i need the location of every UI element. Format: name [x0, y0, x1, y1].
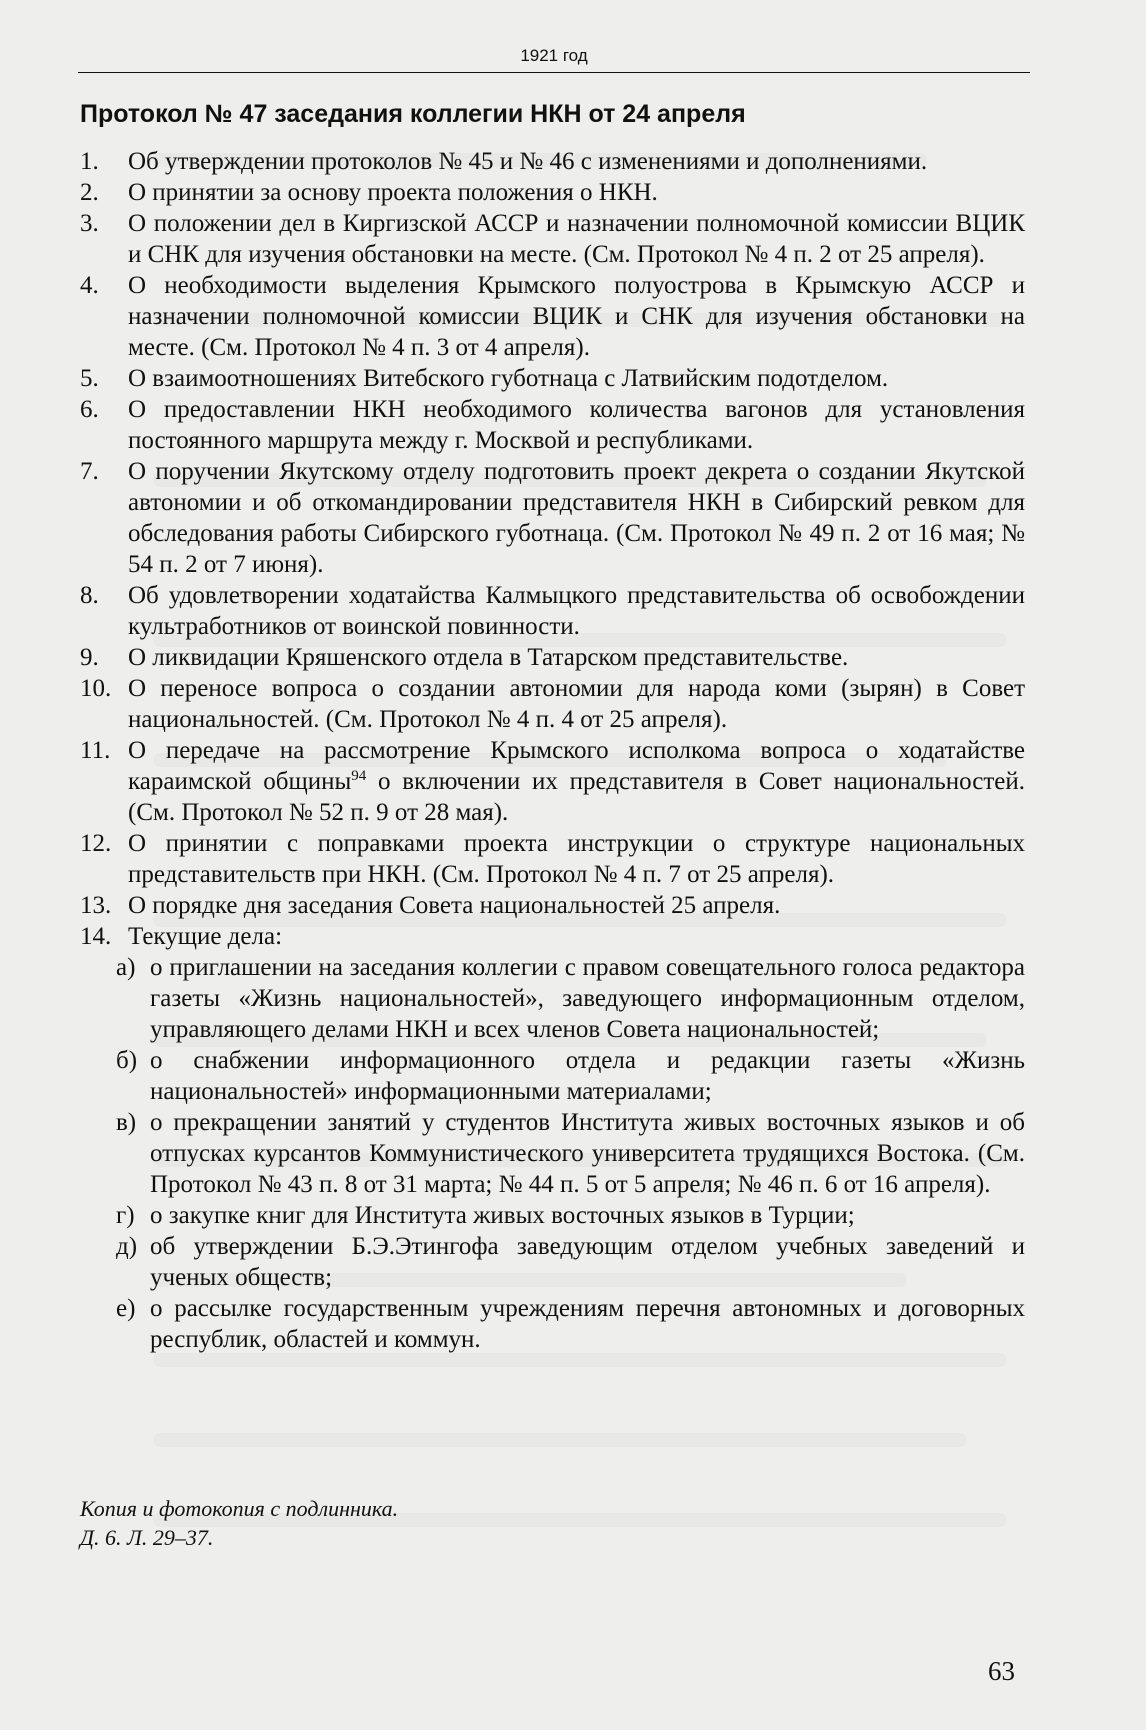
sub-item: [116, 1293, 1025, 1355]
sub-item-text: о прекращении занятий у студентов Института живых восточных языков и об отпусках курсантов Коммунистического университета трудящихся Востока. (См. Протокол № 43 п. 8 от 31 марта; № 44 п. 5 от 5 апреля; № 46 п. 6 от 16 апреля).: [150, 1109, 1025, 1198]
list-item: [80, 177, 1025, 208]
item-text: О принятии с поправками проекта инструкции о структуре национальных представительств при НКН. (См. Протокол № 4 п. 7 от 25 апреля).: [128, 830, 1025, 888]
sub-item: [116, 952, 1025, 1045]
source-note: [80, 1494, 398, 1552]
item-number: 14.: [80, 923, 112, 950]
item-number: 6.: [80, 396, 99, 423]
list-item: [80, 456, 1025, 580]
item-text: О необходимости выделения Крымского полуострова в Крымскую АССР и назначении полномочной комиссии ВЦИК и СНК для изучения обстановки на месте. (См. Протокол № 4 п. 3 от 4 апреля).: [128, 272, 1025, 361]
running-head: 1921 год: [520, 46, 588, 65]
list-item: [80, 394, 1025, 456]
item-number: 3.: [80, 210, 99, 237]
list-item: [80, 642, 1025, 673]
source-note-line: Копия и фотокопия с подлинника.: [80, 1496, 399, 1521]
item-text: О принятии за основу проекта положения о НКН.: [128, 179, 658, 206]
protocol-body: [80, 146, 1025, 1355]
sub-item: [116, 1045, 1025, 1107]
list-item: [80, 270, 1025, 363]
item-text: О предоставлении НКН необходимого количества вагонов для установления постоянного маршрута между г. Москвой и республиками.: [128, 396, 1025, 454]
sub-item-letter: г): [116, 1202, 135, 1229]
list-item: [80, 146, 1025, 177]
item-number: 12.: [80, 830, 112, 857]
protocol-title: Протокол № 47 заседания коллегии НКН от 24 апреля: [80, 100, 746, 128]
item-text: О ликвидации Кряшенского отдела в Татарском представительстве.: [128, 644, 849, 671]
sub-item-letter: б): [116, 1047, 138, 1074]
item-number: 7.: [80, 458, 99, 485]
item-text-before: О передаче на рассмотрение Крымского исполкома вопроса о ходатайстве караимской общины: [128, 737, 1025, 795]
item-text: Текущие дела:: [128, 923, 283, 950]
list-item: [80, 208, 1025, 270]
footnote-marker: 94: [351, 768, 367, 784]
list-item: [80, 921, 1025, 952]
item-number: 8.: [80, 582, 99, 609]
source-note-line: Д. 6. Л. 29–37.: [80, 1525, 214, 1550]
item-text: О порядке дня заседания Совета национальностей 25 апреля.: [128, 892, 781, 919]
list-item: [80, 735, 1025, 828]
item-text: О переносе вопроса о создании автономии для народа коми (зырян) в Совет национальностей. (См. Протокол № 4 п. 4 от 25 апреля).: [128, 675, 1025, 733]
item-text: О поручении Якутскому отделу подготовить проект декрета о создании Якутской автономии и об откомандировании представителя НКН в Сибирский ревком для обследования работы Сибирского губотнаца. (См. Протокол № 49 п. 2 от 16 мая; № 54 п. 2 от 7 июня).: [128, 458, 1025, 578]
sub-item: [116, 1200, 1025, 1231]
item-number: 1.: [80, 148, 99, 175]
item-number: 4.: [80, 272, 99, 299]
list-item: [80, 363, 1025, 394]
item-text: Об удовлетворении ходатайства Калмыцкого представительства об освобождении культработников от воинской повинности.: [128, 582, 1025, 640]
item-text: О взаимоотношениях Витебского губотнаца с Латвийским подотделом.: [128, 365, 889, 392]
item-text: Об утверждении протоколов № 45 и № 46 с изменениями и дополнениями.: [128, 148, 928, 175]
page-number: 63: [988, 1656, 1015, 1686]
sub-item-letter: а): [116, 954, 136, 981]
sub-item-letter: д): [116, 1233, 138, 1260]
sub-item-text: о снабжении информационного отдела и редакции газеты «Жизнь национальностей» информационными материалами;: [150, 1047, 1025, 1105]
header-rule: [78, 72, 1030, 73]
sub-item: [116, 1231, 1025, 1293]
sub-item-text: о приглашении на заседания коллегии с правом совещательного голоса редактора газеты «Жизнь национальностей», заведующего информационным отделом, управляющего делами НКН и всех членов Совета национальностей;: [150, 954, 1025, 1043]
item-text: О положении дел в Киргизской АССР и назначении полномочной комиссии ВЦИК и СНК для изучения обстановки на месте. (См. Протокол № 4 п. 2 от 25 апреля).: [128, 210, 1025, 268]
item-number: 9.: [80, 644, 99, 671]
item-number: 10.: [80, 675, 112, 702]
item-number: 2.: [80, 179, 99, 206]
item-text-after: о включении их представителя в Совет национальностей. (См. Протокол № 52 п. 9 от 28 мая).: [128, 768, 1025, 826]
sub-item-text: о закупке книг для Института живых восточных языков в Турции;: [150, 1202, 855, 1229]
list-item: [80, 580, 1025, 642]
list-item: [80, 890, 1025, 921]
item-number: 11.: [80, 737, 111, 764]
item-number: 13.: [80, 892, 112, 919]
sub-item-text: об утверждении Б.Э.Этингофа заведующим отделом учебных заведений и ученых обществ;: [150, 1233, 1025, 1291]
item-number: 5.: [80, 365, 99, 392]
list-item: [80, 828, 1025, 890]
list-item: [80, 673, 1025, 735]
sub-item-text: о рассылке государственным учреждениям перечня автономных и договорных республик, областей и коммун.: [150, 1295, 1025, 1353]
sub-item: [116, 1107, 1025, 1200]
item-text: [128, 735, 1025, 828]
sub-item-letter: е): [116, 1295, 136, 1322]
sub-item-letter: в): [116, 1109, 137, 1136]
